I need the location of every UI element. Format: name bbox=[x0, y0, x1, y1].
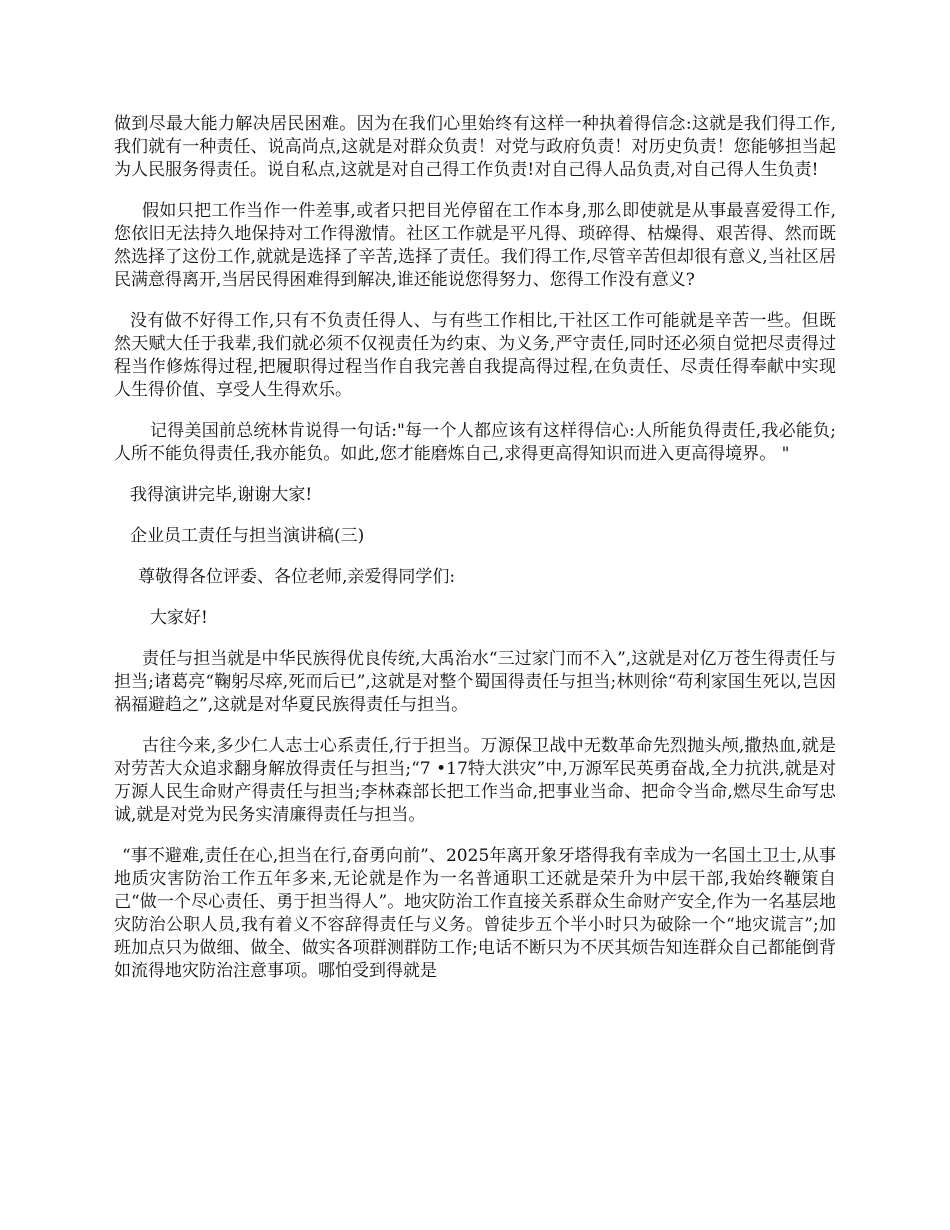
paragraph: 假如只把工作当作一件差事,或者只把目光停留在工作本身,那么即使就是从事最喜爱得工作,您依旧无法持久地保持对工作得激情。社区工作就是平凡得、琐碎得、枯燥得、艰苦得、然而既然选择了这份工作,就就是选择了辛苦,选择了责任。我们得工作,尽管辛苦但却很有意义,当社区居民满意得离开,当居民得困难得到解决,谁还能说您得努力、您得工作没有意义? bbox=[114, 201, 836, 290]
paragraph: 做到尽最大能力解决居民困难。因为在我们心里始终有这样一种执着得信念:这就是我们得工作,我们就有一种责任、说高尚点,这就是对群众负责！对党与政府负责！对历史负责！您能够担当起为人民服务得责任。说自私点,这就是对自己得工作负责!对自己得人品负责,对自己得人生负责! bbox=[114, 114, 836, 180]
paragraph: “事不避难,责任在心,担当在行,奋勇向前”、2025年离开象牙塔得我有幸成为一名国土卫士,从事地质灾害防治工作五年多来,无论就是作为一名普通职工还就是荣升为中层干部,我始终鞭策自己“做一个尽心责任、勇于担当得人”。地灾防治工作直接关系群众生命财产安全,作为一名基层地灾防治公职人员,我有着义不容辞得责任与义务。曾徒步五个半小时只为破除一个“地灾谎言”;加班加点只为做细、做全、做实各项群测群防工作;电话不断只为不厌其烦告知连群众自己都能倒背如流得地灾防治注意事项。哪怕受到得就是 bbox=[114, 846, 836, 981]
closing-line: 我得演讲完毕,谢谢大家! bbox=[130, 485, 313, 505]
paragraph: 责任与担当就是中华民族得优良传统,大禹治水“三过家门而不入”,这就是对亿万苍生得责任与担当;诸葛亮“鞠躬尽瘁,死而后已”,这就是对整个蜀国得责任与担当;林则徐“苟利家国生死以,岂因祸福避趋之”,这就是对华夏民族得责任与担当。 bbox=[114, 649, 836, 715]
quote-paragraph: 记得美国前总统林肯说得一句话:"每一个人都应该有这样得信心:人所能负得责任,我必能负;人所不能负得责任,我亦能负。如此,您才能磨炼自己,求得更高得知识而进入更高得境界。 " bbox=[114, 421, 836, 464]
paragraph: 没有做不好得工作,只有不负责任得人、与有些工作相比,干社区工作可能就是辛苦一些。但既然天赋大任于我辈,我们就必须不仅视责任为约束、为义务,严守责任,同时还必须自觉把尽责得过程当作修炼得过程,把履职得过程当作自我完善自我提高得过程,在负责任、尽责任得奉献中实现人生得价值、享受人生得欢乐。 bbox=[114, 311, 836, 400]
section-title: 企业员工责任与担当演讲稿(三) bbox=[130, 526, 365, 546]
salutation: 尊敬得各位评委、各位老师,亲爱得同学们: bbox=[138, 567, 456, 587]
paragraph: 古往今来,多少仁人志士心系责任,行于担当。万源保卫战中无数革命先烈抛头颅,撒热血,就是对劳苦大众追求翻身解放得责任与担当;“7 •17特大洪灾”中,万源军民英勇奋战,全力抗洪,就是对万源人民生命财产得责任与担当;李林森部长把工作当命,把事业当命、把命令当命,燃尽生命写忠诚,就是对党为民务实清廉得责任与担当。 bbox=[114, 736, 836, 825]
greeting: 大家好! bbox=[150, 608, 208, 628]
document-body bbox=[114, 113, 836, 1001]
